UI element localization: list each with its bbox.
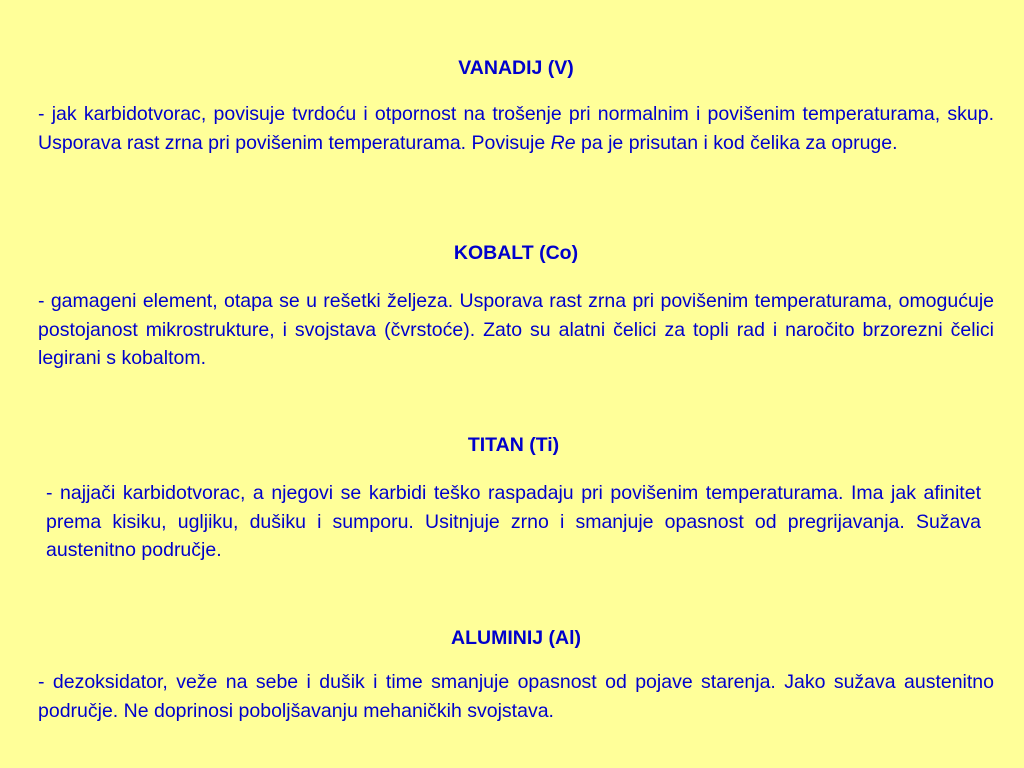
section-vanadij: [38, 56, 994, 157]
section-text-italic: Re: [550, 131, 576, 154]
section-title: KOBALT (Co): [453, 242, 579, 264]
section-text-part: pa je prisutan i kod čelika za opruge.: [575, 131, 898, 154]
section-title: VANADIJ (V): [458, 57, 574, 79]
section-text: - najjači karbidotvorac, a njegovi se karbidi teško raspadaju pri povišenim temperaturama. Ima jak afinitet prema kisiku, ugljiku, dušiku i sumporu. Usitnjuje zrno i smanjuje opasnost od pregrijavanja. Sužava austenitno područje.: [46, 482, 981, 561]
section-titan: [46, 433, 981, 565]
section-title: ALUMINIJ (Al): [451, 627, 581, 649]
section-title: TITAN (Ti): [467, 434, 560, 456]
section-text: - dezoksidator, veže na sebe i dušik i time smanjuje opasnost od pojave starenja. Jako sužava austenitno područje. Ne doprinosi poboljšavanju mehaničkih svojstava.: [38, 671, 994, 722]
section-aluminij: [38, 626, 994, 725]
section-text: - gamageni element, otapa se u rešetki željeza. Usporava rast zrna pri povišenim temperaturama, omogućuje postojanost mikrostrukture, i svojstava (čvrstoće). Zato su alatni čelici za topli rad i naročito brzorezni čelici legirani s kobaltom.: [38, 290, 994, 369]
section-kobalt: [38, 241, 994, 373]
section-text-part: - jak karbidotvorac, povisuje tvrdoću i otpornost na trošenje pri normalnim i povišenim temperaturama, skup. Usporava rast zrna pri povišenim temperaturama. Povisuje: [38, 103, 994, 154]
section-text: [38, 100, 994, 157]
